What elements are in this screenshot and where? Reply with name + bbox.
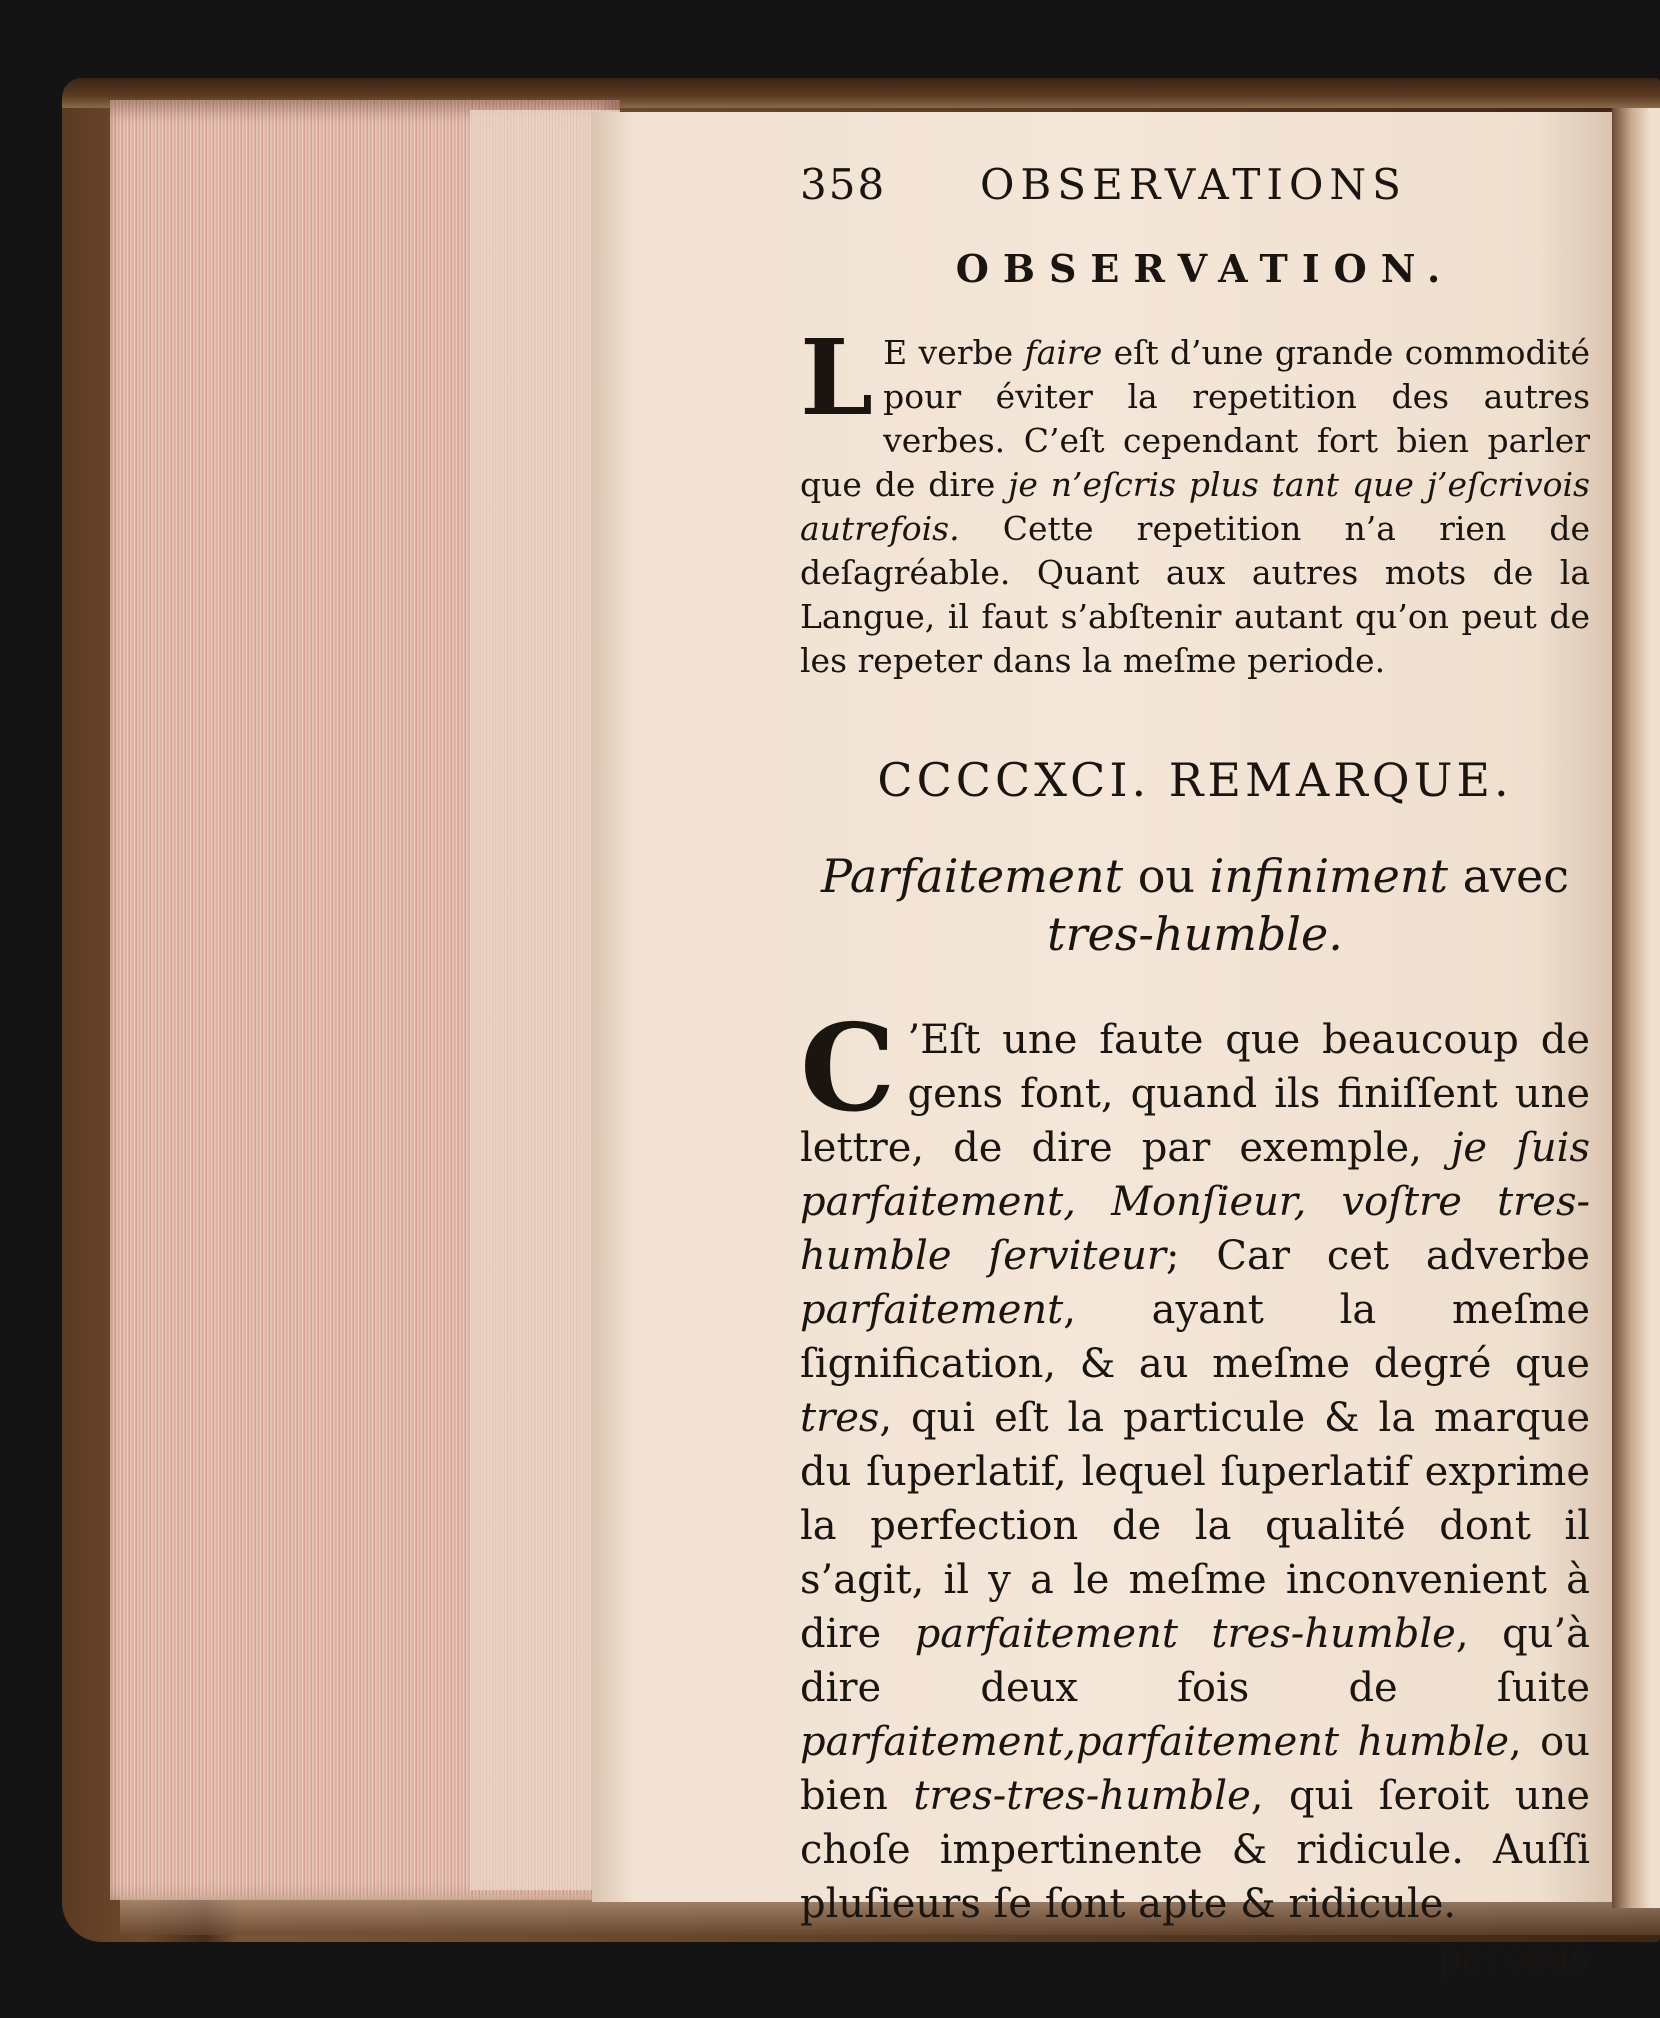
- dropcap: L: [800, 316, 874, 439]
- book-gutter: [1612, 108, 1660, 1908]
- running-title: OBSERVATIONS: [980, 160, 1407, 209]
- remarque-heading: CCCCXCI. REMARQUE.: [877, 753, 1513, 807]
- observation-heading: OBSERVATION.: [955, 246, 1455, 291]
- running-head: [800, 160, 1590, 240]
- page-text: [800, 160, 1590, 1979]
- dropcap: C: [800, 998, 896, 1139]
- catchword: perceus: [1437, 1935, 1590, 1979]
- remarque-title: Parfaitement ou infiniment avec tres-humble.: [820, 849, 1570, 961]
- observation-paragraph: L E verbe faire eſt d’une grande commodité pour éviter la repetition des autres verbes. C’eſt cependant fort bien parler que de dire je n’eſcris plus tant que j’eſcrivois autrefois. Cette repetition n’a rien de deſagréable. Quant aux autres mots de la Langue, il faut s’abſtenir autant qu’on peut de les repeter dans la meſme periode.: [800, 316, 1591, 680]
- page-number: 358: [800, 160, 887, 209]
- remarque-paragraph: C ’Eſt une faute que beaucoup de gens font, quand ils finiſſent une lettre, de dire par exemple, je ſuis parfaitement, Monſieur, voſtre tres-humble ſerviteur; Car cet adverbe parfaitement, ayant la meſme ſignification, & au meſme degré que tres, qui eſt la particule & la marque du ſuperlatif, lequel ſuperlatif exprime la perfection de la qualité dont il s’agit, il y a le meſme inconvenient à dire parfaitement tres-humble, qu’à dire deux fois de ſuite parfaitement,parfaitement humble, ou bien tres-tres-humble, qui ſeroit une choſe impertinente & ridicule. Auſſi pluſieurs ſe ſont apte & ridicule.: [800, 998, 1591, 1927]
